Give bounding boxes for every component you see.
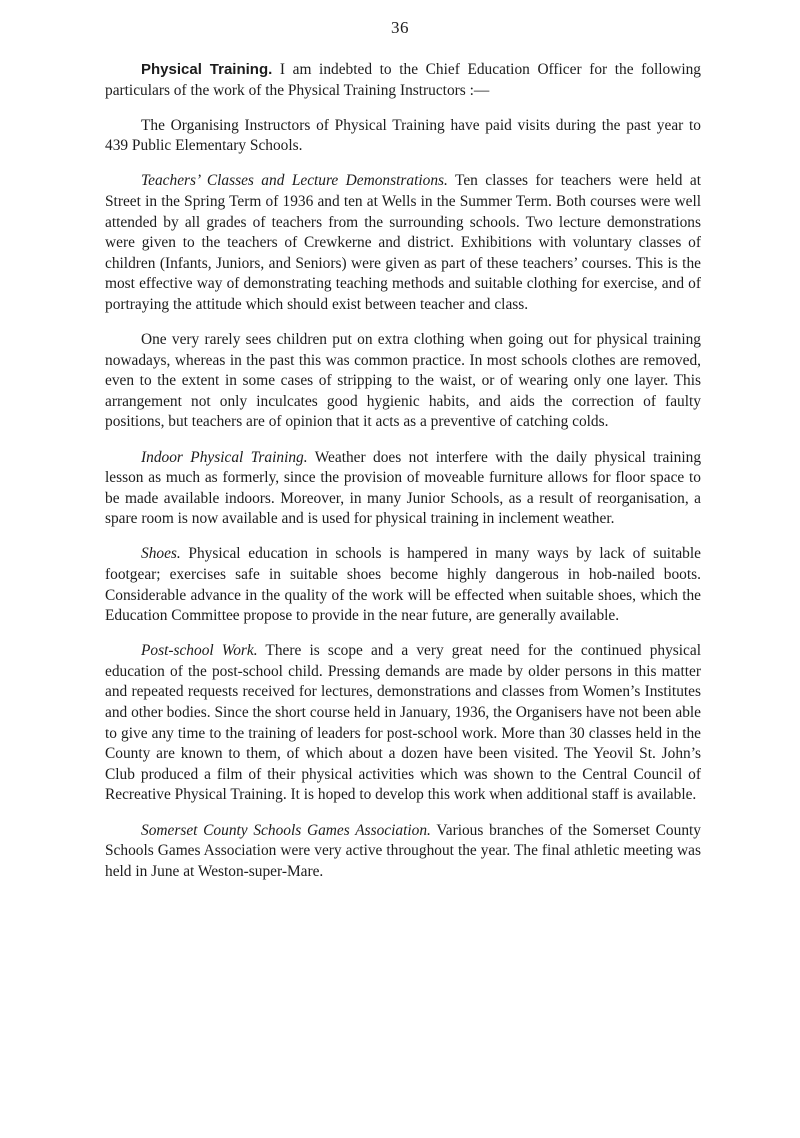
paragraph-text: One very rarely sees children put on extra clothing when going out for physical training nowadays, whereas in the past this was common practice. In most schools clothes are removed, even to the extent in some cases of stripping to the waist, or of wearing only one layer. This arrangement not only inculcates good hygienic habits, and aids the correction of faulty positions, but teachers are of opinion that it acts as a preventive of catching colds. <box>105 331 701 431</box>
paragraph-shoes <box>105 544 701 626</box>
paragraph-organising-instructors <box>105 116 701 157</box>
heading-indoor-training: Indoor Physical Training. <box>141 448 308 466</box>
paragraph-text: The Organising Instructors of Physical Training have paid visits during the past year to 439 Public Elementary Schools. <box>105 116 701 155</box>
heading-shoes: Shoes. <box>141 545 181 563</box>
paragraph-text: Ten classes for teachers were held at Street in the Spring Term of 1936 and ten at Wells in the Summer Term. Both courses were well attended by all grades of teachers from the surrounding schools. Two lecture demonstrations were given to the teachers of Crewkerne and district. Exhibitions with voluntary classes of children (Infants, Juniors, and Seniors) were given as part of these teachers’ courses. This is the most effective way of demonstrating teaching methods and suitable clothing for exercise, and of portraying the attitude which should exist between teacher and class. <box>105 172 701 313</box>
body-text <box>105 60 701 897</box>
paragraph-text: Weather does not interfere with the daily physical training lesson as much as formerly, since the provision of moveable furniture allows for floor space to be made available indoors. Moreover, in many Junior Schools, as a result of reorganisation, a spare room is now available and is used for physical training in inclement weather. <box>105 448 702 528</box>
page-number: 36 <box>391 18 409 37</box>
paragraph-teachers-classes <box>105 171 701 315</box>
paragraph-text: I am indebted to the Chief Education Officer for the following particulars of the work of the Physical Training Instructors :— <box>105 61 702 99</box>
paragraph-games-association <box>105 821 701 883</box>
heading-teachers-classes: Teachers’ Classes and Lecture Demonstrations. <box>141 172 448 190</box>
paragraph-physical-training <box>105 60 701 101</box>
paragraph-indoor-training <box>105 448 701 530</box>
heading-games-association: Somerset County Schools Games Association. <box>141 821 431 839</box>
heading-post-school-work: Post-school Work. <box>141 642 258 660</box>
heading-physical-training: Physical Training. <box>141 61 273 78</box>
paragraph-text: Various branches of the Somerset County Schools Games Association were very active throughout the year. The final athletic meeting was held in June at Weston-super-Mare. <box>105 821 701 880</box>
paragraph-text: Physical education in schools is hampered in many ways by lack of suitable footgear; exercises safe in suitable shoes become highly dangerous in hob-nailed boots. Considerable advance in the quality of the work will be effected when suitable shoes, which the Education Committee propose to provide in the near future, are generally available. <box>105 545 701 625</box>
paragraph-post-school-work <box>105 641 701 806</box>
paragraph-extra-clothing <box>105 330 701 433</box>
paragraph-text: There is scope and a very great need for the continued physical education of the post-school child. Pressing demands are made by older persons in this matter and repeated requests received for lectures, demonstrations and classes from Women’s Institutes and other bodies. Since the short course held in January, 1936, the Organisers have not been able to give any time to the training of leaders for post-school work. More than 30 classes held in the County are known to them, of which about a dozen have been visited. The Yeovil St. John’s Club produced a film of their physical activities which was shown to the Central Council of Recreative Physical Training. It is hoped to develop this work when additional staff is available. <box>105 642 701 804</box>
